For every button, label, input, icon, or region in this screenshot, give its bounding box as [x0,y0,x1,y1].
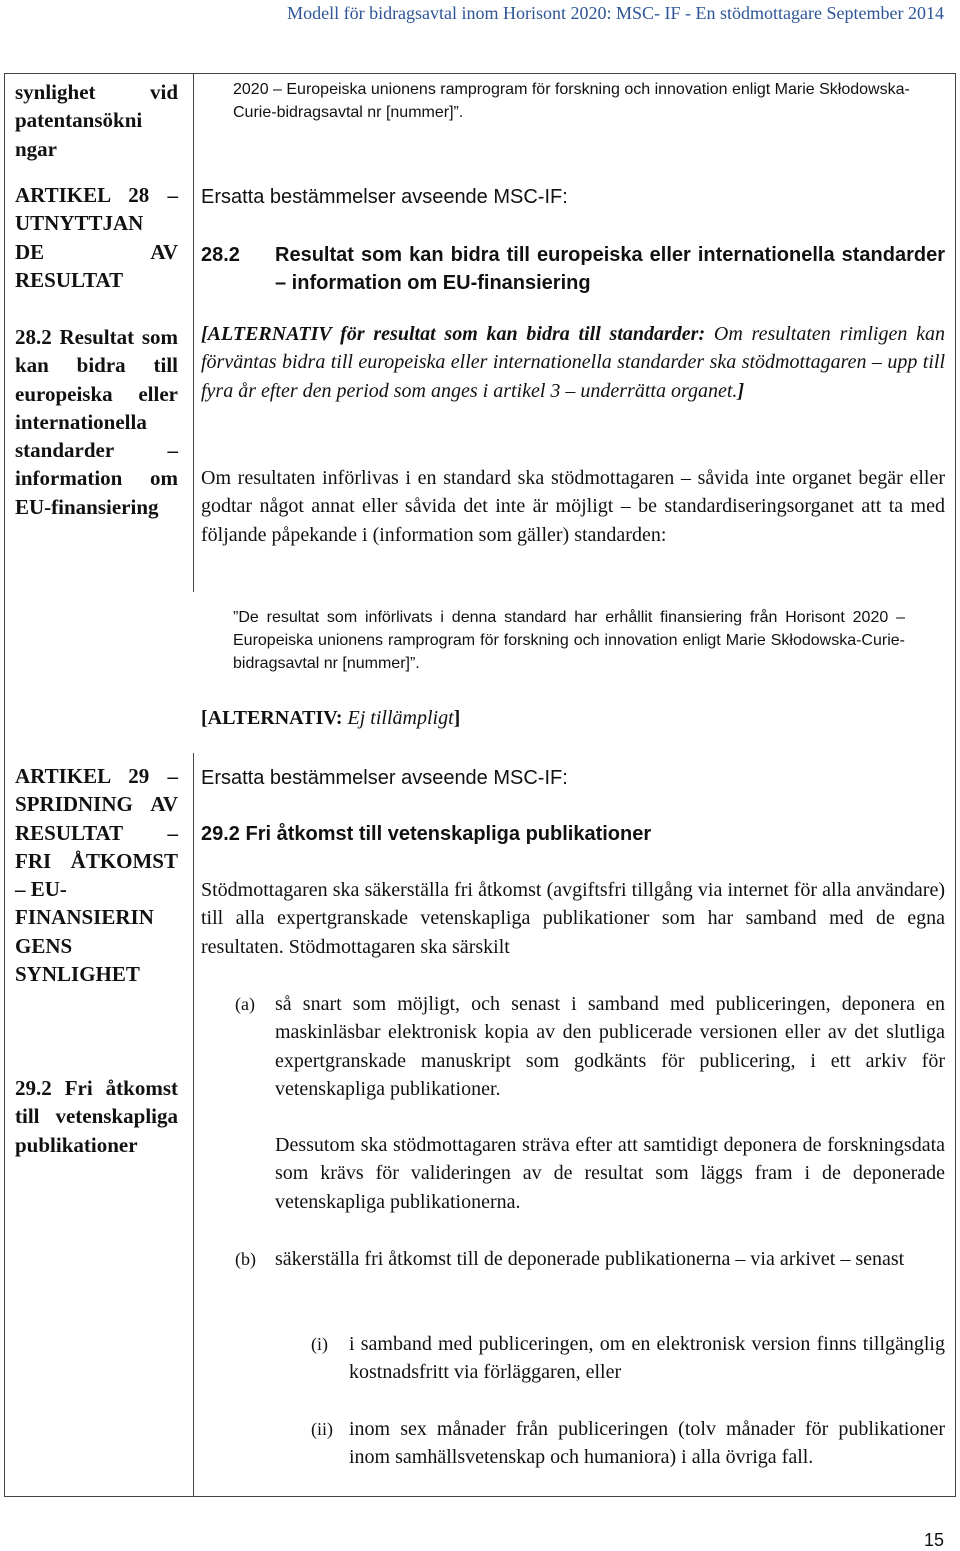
document-table [4,73,956,1497]
section-29-2-heading: 29.2 Fri åtkomst till vetenskapliga publikationer [201,823,652,845]
sub-item-ii-marker: (ii) [311,1419,333,1439]
list-item-b [235,1245,945,1273]
running-header: Modell för bidragsavtal inom Horisont 2020: MSC- IF - En stödmottagare September 2014 [287,3,944,23]
left-heading-28-2: 28.2 Resultat som kan bidra till europeiska eller internationella standarder – information om EU-finansiering [15,325,178,519]
replace-label-msc-if-2: Ersatta bestämmelser avseende MSC-IF: [201,767,568,789]
sub-item-i-text: i samband med publiceringen, om en elektronisk version finns tillgänglig kostnadsfritt via förläggaren, eller [349,1333,945,1384]
column-divider-bottom [193,753,194,1496]
list-item-a-text: så snart som möjligt, och senast i samband med publiceringen, deponera en maskinläsbar elektronisk kopia av den publicerade versionen eller av det slutliga expertgranskade manuskript som godkänts för publicering, i ett arkiv för vetenskapliga publikationer. [275,993,945,1100]
left-heading-patent-visibility: synlighet vid patentansökni ngar [15,80,178,161]
left-heading-article-29: ARTIKEL 29 – SPRIDNING AV RESULTAT – FRI ÅTKOMST – EU- FINANSIERIN GENS SYNLIGHET [15,764,178,987]
alternative-label: [ALTERNATIV: [201,707,348,729]
sub-item-i [311,1330,945,1387]
left-heading-29-2: 29.2 Fri åtkomst till vetenskapliga publikationer [15,1076,178,1157]
list-item-a-continuation: Dessutom ska stödmottagaren sträva efter att samtidigt deponera de forskningsdata som krävs för valideringen av de resultat som läggs fram i de deponerade vetenskapliga publikationerna. [275,1134,945,1213]
list-item-a-marker: (a) [235,994,255,1014]
replace-label-msc-if: Ersatta bestämmelser avseende MSC-IF: [201,186,568,208]
alternative-value: Ej tillämpligt [347,707,454,729]
page-number: 15 [923,1530,944,1550]
standard-paragraph: Om resultaten införlivas i en standard ska stödmottagaren – såvida inte organet begär eller godtar något annat eller såvida det inte är möjligt – be standardiseringsorganet att ta med följande påpekande i (information som gäller) standarden: [201,467,945,546]
sub-item-ii-text: inom sex månader från publiceringen (tolv månader för publikationer inom samhällsvetenskap och humaniora) i alla övriga fall. [349,1418,945,1469]
alternative-standards-text: Om resultaten rimligen kan förväntas bidra till europeiska eller internationella standarder ska stödmottagaren – upp till fyra år efter den period som anges i artikel 3 – underrätta organet. [201,323,945,402]
open-access-paragraph: Stödmottagaren ska säkerställa fri åtkomst (avgiftsfri tillgång via internet för alla användare) till alla expertgranskade vetenskapliga publikationer som har samband med de egna resultaten. Stödmottagaren ska särskilt [201,879,945,958]
alternative-standards-lead: [ALTERNATIV för resultat som kan bidra till standarder: [201,323,706,345]
section-28-2-number: 28.2 [201,244,240,266]
alternative-close: ] [453,707,461,729]
standard-quote: ”De resultat som införlivats i denna standard har erhållit finansiering från Horisont 2020 – Europeiska unionens ramprogram för forskning och innovation enligt Marie Skłodowska-Curie-bidragsavtal nr [nummer]”. [233,609,905,672]
sub-item-i-marker: (i) [311,1334,328,1354]
list-item-b-text: säkerställa fri åtkomst till de deponerade publikationerna – via arkivet – senast [275,1248,905,1270]
list-item-b-marker: (b) [235,1249,256,1269]
alternative-standards-paragraph [201,320,945,405]
alternative-not-applicable [201,704,945,732]
sub-item-ii [311,1415,945,1472]
section-28-2-heading [201,241,945,297]
section-28-2-title: Resultat som kan bidra till europeiska eller internationella standarder – information om EU-finansiering [275,244,945,294]
left-heading-article-28: ARTIKEL 28 – UTNYTTJAN DE AV RESULTAT [15,183,178,292]
column-divider-top [193,74,194,592]
list-item-a [235,990,945,1103]
alternative-standards-close: ] [737,379,745,402]
top-fragment-text: 2020 – Europeiska unionens ramprogram för forskning och innovation enligt Marie Skłodowska-Curie-bidragsavtal nr [nummer]”. [233,81,910,121]
